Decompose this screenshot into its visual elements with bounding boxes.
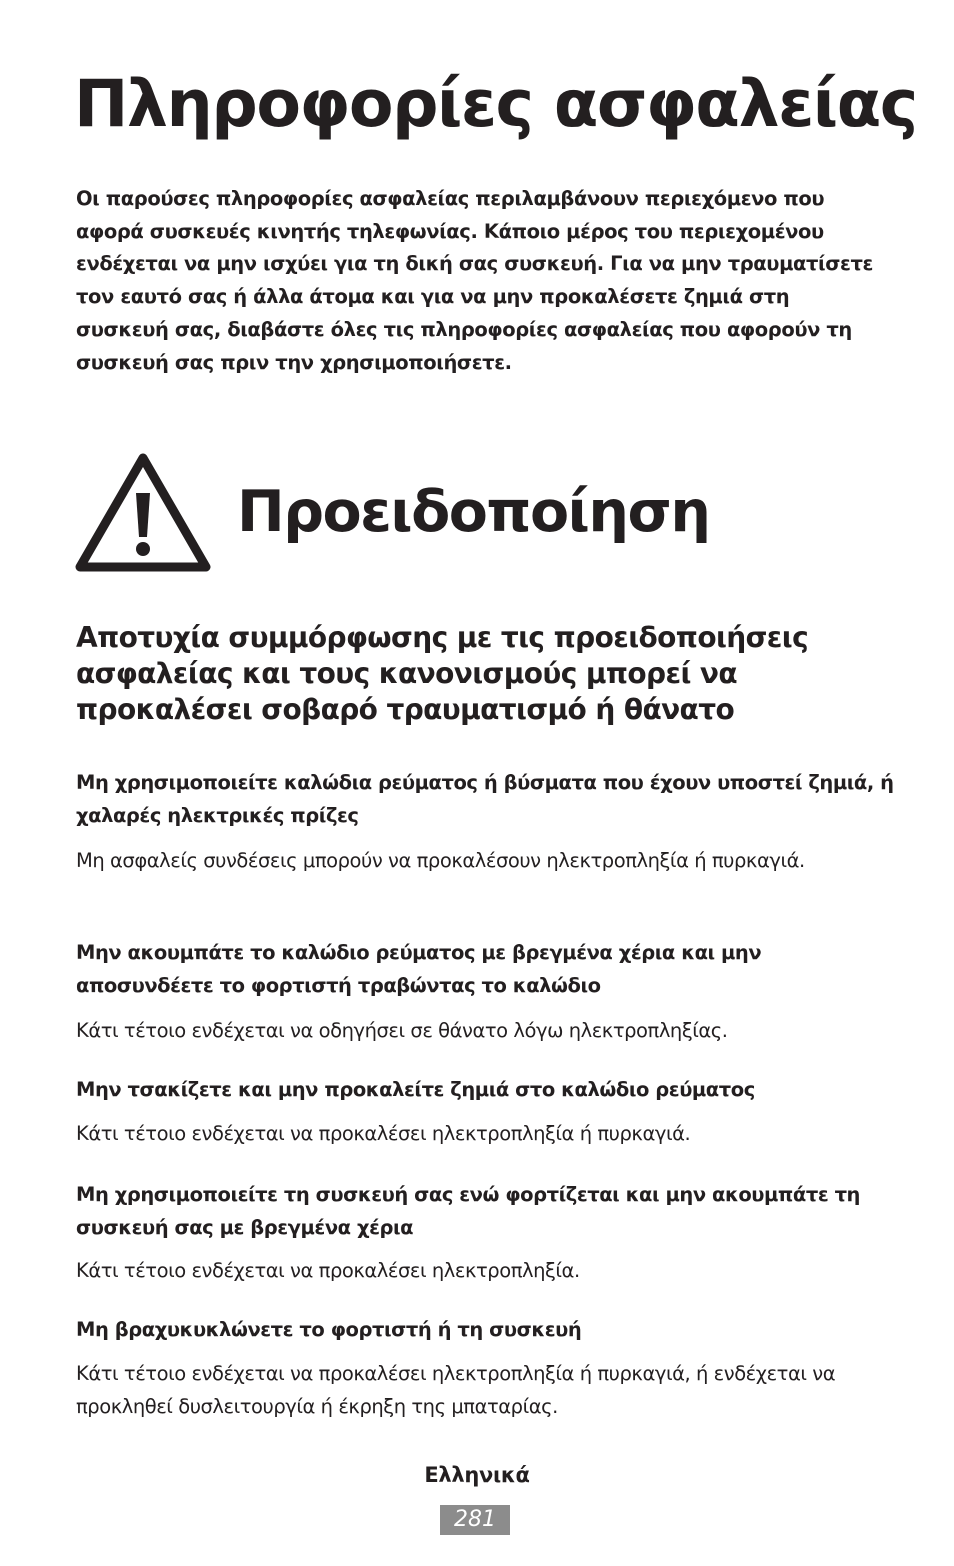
warning-item-heading: Μη βραχυκυκλώνετε το φορτιστή ή τη συσκευή (76, 1318, 582, 1341)
warning-item-heading: Μην τσακίζετε και μην προκαλείτε ζημιά στο καλώδιο ρεύματος (76, 1078, 755, 1101)
warning-item-body: Κάτι τέτοιο ενδέχεται να προκαλέσει ηλεκτροπληξία ή πυρκαγιά, ή ενδέχεται να προκληθεί δυσλειτουργία ή έκρηξη της μπαταρίας. (76, 1362, 836, 1418)
warning-item-heading: Μην ακουμπάτε το καλώδιο ρεύματος με βρεγμένα χέρια και μην αποσυνδέετε το φορτιστή τραβώντας το καλώδιο (76, 941, 762, 997)
page-title: Πληροφορίες ασφαλείας (74, 67, 917, 142)
warning-item-body: Κάτι τέτοιο ενδέχεται να προκαλέσει ηλεκτροπληξία ή πυρκαγιά. (76, 1122, 691, 1145)
footer-language: Ελληνικά (424, 1463, 530, 1487)
intro-paragraph: Οι παρούσες πληροφορίες ασφαλείας περιλαμβάνουν περιεχόμενο που αφορά συσκευές κινητής τηλεφωνίας. Κάποιο μέρος του περιεχομένου ενδέχεται να μην ισχύει για τη δική σας συσκευή. Για να μην τραυματίσετε τον εαυτό σας ή άλλα άτομα και για να μην προκαλέσετε ζημιά στη συσκευή σας, διαβάστε όλες τις πληροφορίες ασφαλείας που αφορούν τη συσκευή σας πριν την χρησιμοποιήσετε. (76, 187, 873, 374)
section-title-warning: Προειδοποίηση (237, 479, 710, 545)
warning-subheading: Αποτυχία συμμόρφωσης με τις προειδοποιήσεις ασφαλείας και τους κανονισμούς μπορεί να προκαλέσει σοβαρό τραυματισμό ή θάνατο (76, 621, 809, 726)
warning-item-heading: Μη χρησιμοποιείτε τη συσκευή σας ενώ φορτίζεται και μην ακουμπάτε τη συσκευή σας με βρεγμένα χέρια (76, 1183, 860, 1239)
warning-triangle-icon (74, 451, 212, 573)
warning-item-body: Μη ασφαλείς συνδέσεις μπορούν να προκαλέσουν ηλεκτροπληξία ή πυρκαγιά. (76, 849, 805, 872)
warning-item-body: Κάτι τέτοιο ενδέχεται να προκαλέσει ηλεκτροπληξία. (76, 1259, 580, 1282)
warning-item-body: Κάτι τέτοιο ενδέχεται να οδηγήσει σε θάνατο λόγω ηλεκτροπληξίας. (76, 1019, 728, 1042)
page-number: 281 (440, 1505, 510, 1535)
warning-item-heading: Μη χρησιμοποιείτε καλώδια ρεύματος ή βύσματα που έχουν υποστεί ζημιά, ή χαλαρές ηλεκτρικές πρίζες (76, 771, 894, 827)
